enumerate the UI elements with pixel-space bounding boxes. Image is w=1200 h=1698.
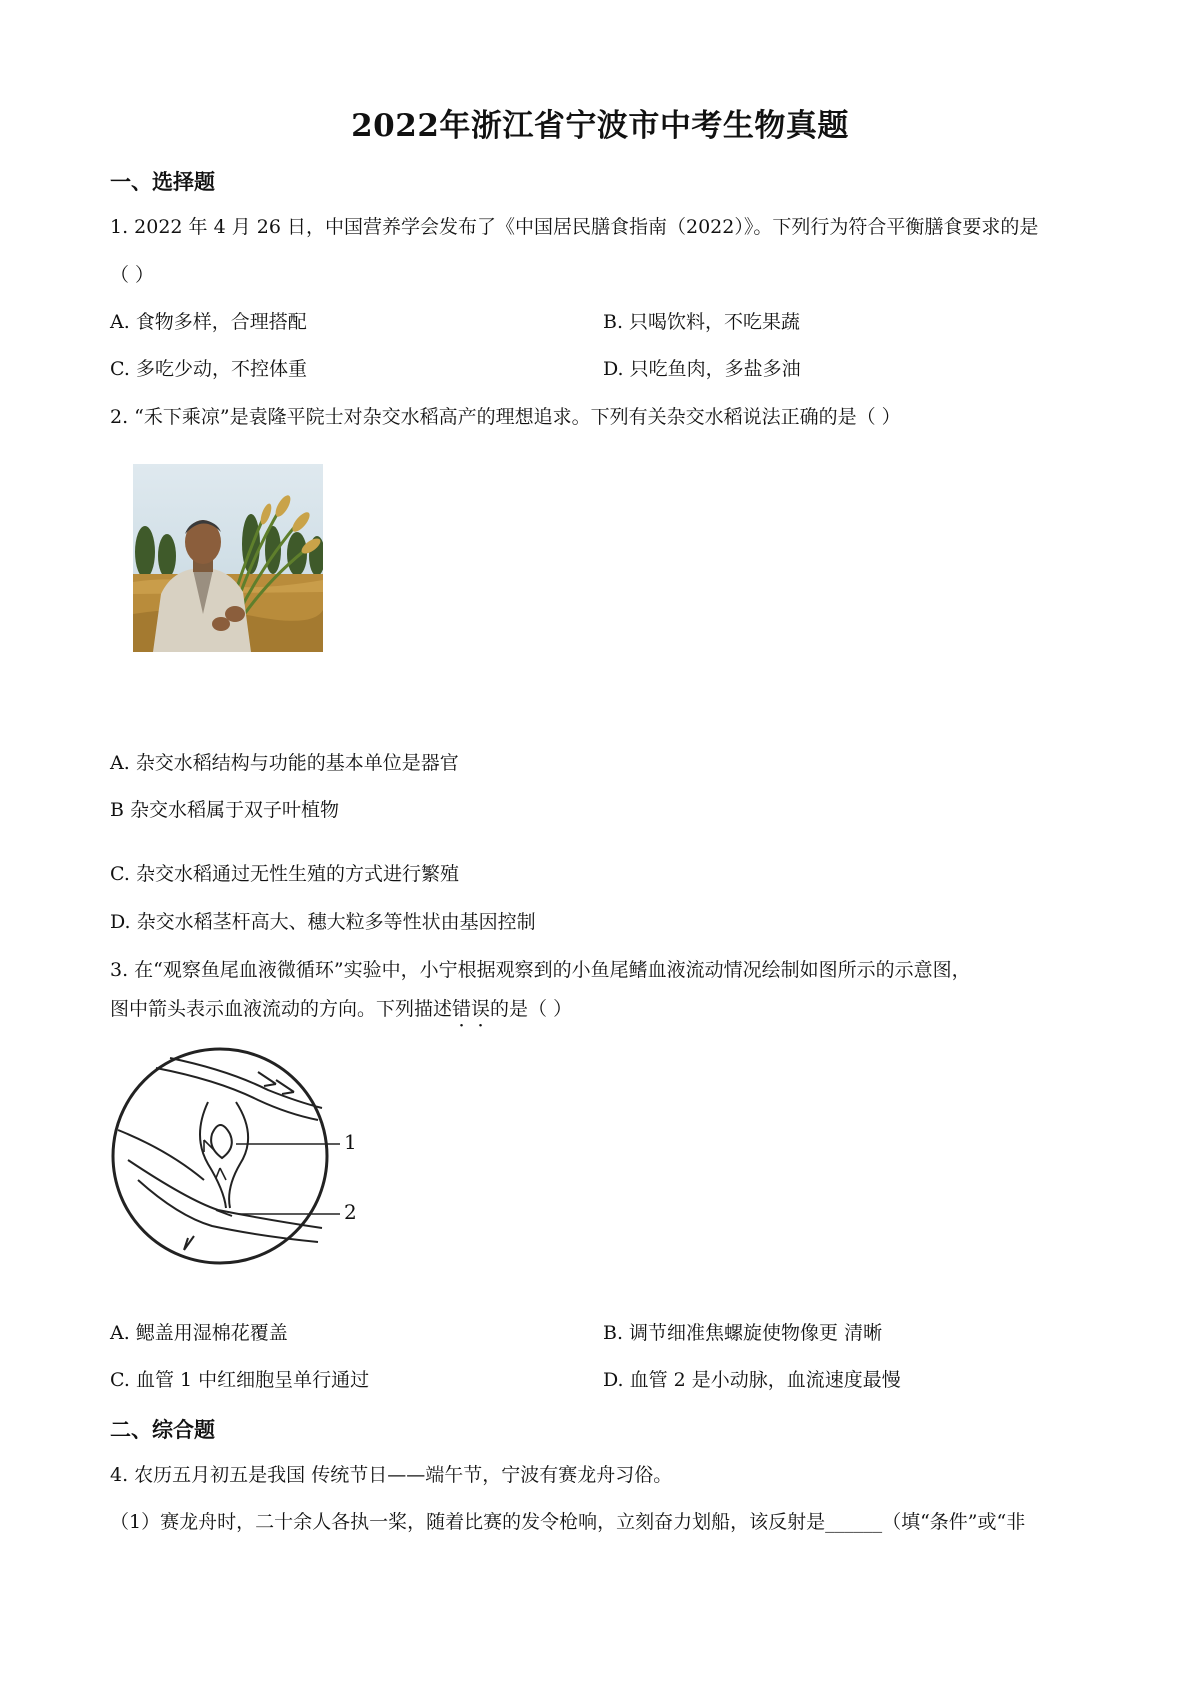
- q3-option-a: A. 鳃盖用湿棉花覆盖: [110, 1322, 288, 1344]
- diagram-label-1: 1: [344, 1130, 357, 1154]
- q1-option-b: B. 只喝饮料，不吃果蔬: [603, 311, 801, 333]
- q3-stem-line2-prefix: 图中箭头表示血液流动的方向。下列描述: [110, 998, 453, 1020]
- q4-subquestion-1: （1）赛龙舟时，二十余人各执一桨，随着比赛的发令枪响，立刻奋力划船，该反射是______（填“条件”或“非: [110, 1511, 1026, 1533]
- q1-option-c: C. 多吃少动，不控体重: [110, 358, 307, 380]
- diagram-label-2: 2: [344, 1200, 357, 1224]
- q3-option-b: B. 调节细准焦螺旋使物像更 清晰: [603, 1322, 883, 1344]
- q1-stem-line1: 1. 2022 年 4 月 26 日，中国营养学会发布了《中国居民膳食指南（2022）》。下列行为符合平衡膳食要求的是: [110, 216, 1039, 238]
- q3-stem-line2-suffix: 的是（ ）: [490, 998, 573, 1020]
- q1-stem-line2: （ ）: [110, 264, 155, 286]
- q2-option-c: C. 杂交水稻通过无性生殖的方式进行繁殖: [110, 863, 459, 885]
- q2-option-d: D. 杂交水稻茎杆高大、穗大粒多等性状由基因控制: [110, 911, 536, 933]
- fish-tail-microcirculation-diagram: [108, 1040, 388, 1272]
- q1-option-a: A. 食物多样，合理搭配: [110, 311, 307, 333]
- q3-stem-line1: 3. 在“观察鱼尾血液微循环”实验中，小宁根据观察到的小鱼尾鳍血液流动情况绘制如图所示的示意图，: [110, 959, 971, 981]
- q4-stem: 4. 农历五月初五是我国 传统节日——端午节，宁波有赛龙舟习俗。: [110, 1464, 673, 1486]
- section-heading-comprehensive: 二、综合题: [110, 1418, 215, 1442]
- section-heading-choice: 一、选择题: [110, 170, 215, 194]
- q3-option-c: C. 血管 1 中红细胞呈单行通过: [110, 1369, 370, 1391]
- q3-stem-line2: [110, 996, 572, 1022]
- emphasis-char-1: 错: [452, 998, 472, 1020]
- q3-option-d: D. 血管 2 是小动脉，血流速度最慢: [603, 1369, 901, 1391]
- yuan-longping-photo: [133, 464, 323, 652]
- page-title: 2022年浙江省宁波市中考生物真题: [351, 108, 849, 144]
- q2-option-a: A. 杂交水稻结构与功能的基本单位是器官: [110, 752, 459, 774]
- q2-option-b: B 杂交水稻属于双子叶植物: [110, 799, 340, 821]
- q1-option-d: D. 只吃鱼肉，多盐多油: [603, 358, 801, 380]
- q2-stem: 2. “禾下乘凉”是袁隆平院士对杂交水稻高产的理想追求。下列有关杂交水稻说法正确的是（ ）: [110, 406, 901, 428]
- emphasis-char-2: 误: [471, 998, 491, 1020]
